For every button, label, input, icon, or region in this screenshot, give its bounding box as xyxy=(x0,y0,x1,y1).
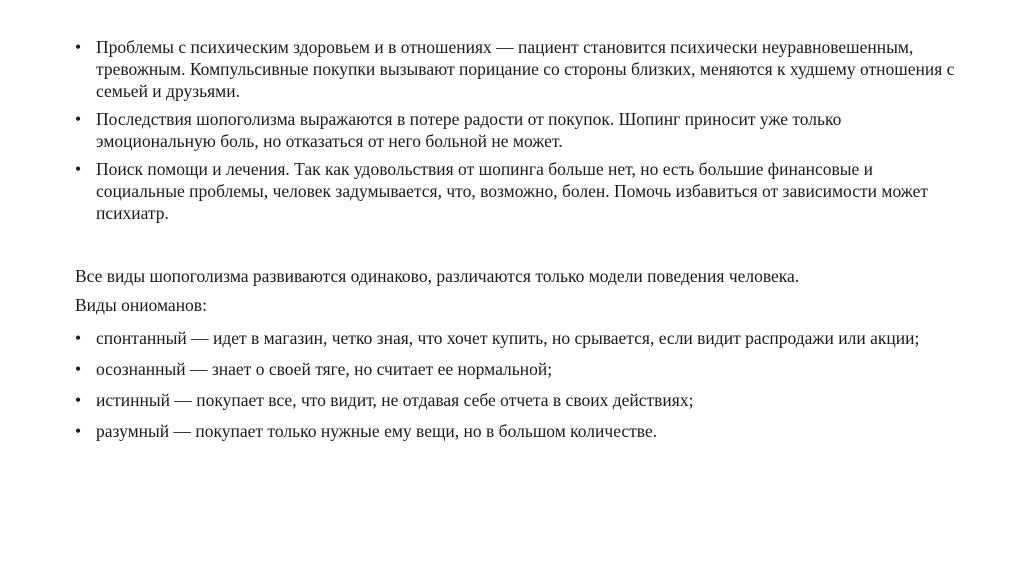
bullet-icon: • xyxy=(75,390,82,410)
list-item xyxy=(75,108,955,152)
list-item-text: разумный — покупает только нужные ему вещи, но в большом количестве. xyxy=(96,421,658,441)
bullet-icon: • xyxy=(75,421,82,441)
list-item xyxy=(75,158,955,224)
types-list xyxy=(75,327,955,451)
list-item xyxy=(75,420,955,442)
list-item-text: истинный — покупает все, что видит, не отдавая себе отчета в своих действиях; xyxy=(96,390,694,410)
consequences-list xyxy=(75,36,955,230)
list-item-text: осознанный — знает о своей тяге, но считает ее нормальной; xyxy=(96,359,553,379)
list-item-text: Последствия шопоголизма выражаются в потере радости от покупок. Шопинг приносит уже только эмоциональную боль, но отказаться от него больной не может. xyxy=(96,109,842,151)
bullet-icon: • xyxy=(75,109,82,129)
list-item xyxy=(75,327,955,349)
list-item-text: спонтанный — идет в магазин, четко зная, что хочет купить, но срывается, если видит распродажи или акции; xyxy=(96,328,920,348)
bullet-icon: • xyxy=(75,359,82,379)
types-heading: Виды ониоманов: xyxy=(75,295,207,315)
list-item-text: Поиск помощи и лечения. Так как удовольствия от шопинга больше нет, но есть большие финансовые и социальные проблемы, человек задумывается, что, возможно, болен. Помочь избавиться от зависимости может психиатр. xyxy=(96,159,929,223)
list-item xyxy=(75,358,955,380)
list-item xyxy=(75,36,955,102)
bullet-icon: • xyxy=(75,159,82,179)
summary-paragraph: Все виды шопоголизма развиваются одинаково, различаются только модели поведения человека. xyxy=(75,266,800,286)
bullet-icon: • xyxy=(75,328,82,348)
bullet-icon: • xyxy=(75,37,82,57)
list-item-text: Проблемы с психическим здоровьем и в отношениях — пациент становится психически неуравновешенным, тревожным. Компульсивные покупки вызывают порицание со стороны близких, меняются к худшему отношения с семьей и друзьями. xyxy=(96,37,955,101)
list-item xyxy=(75,389,955,411)
